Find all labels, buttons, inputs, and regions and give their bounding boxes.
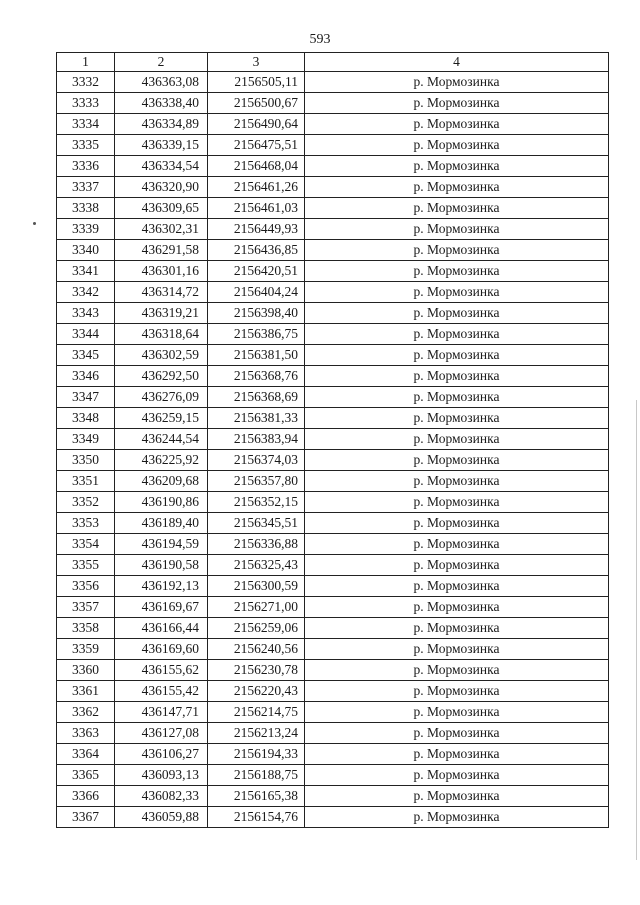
x-coordinate-cell: 436194,59	[115, 534, 208, 555]
description-cell: р. Мормозинка	[305, 240, 609, 261]
table-row	[57, 681, 609, 702]
description-cell: р. Мормозинка	[305, 702, 609, 723]
description-cell: р. Мормозинка	[305, 576, 609, 597]
y-coordinate-cell: 2156398,40	[208, 303, 305, 324]
x-coordinate-cell: 436093,13	[115, 765, 208, 786]
column-header-3: 3	[208, 53, 305, 72]
y-coordinate-cell: 2156194,33	[208, 744, 305, 765]
point-number-cell: 3353	[57, 513, 115, 534]
point-number-cell: 3334	[57, 114, 115, 135]
description-cell: р. Мормозинка	[305, 765, 609, 786]
point-number-cell: 3339	[57, 219, 115, 240]
description-cell: р. Мормозинка	[305, 387, 609, 408]
point-number-cell: 3366	[57, 786, 115, 807]
point-number-cell: 3354	[57, 534, 115, 555]
x-coordinate-cell: 436244,54	[115, 429, 208, 450]
table-row	[57, 471, 609, 492]
x-coordinate-cell: 436309,65	[115, 198, 208, 219]
point-number-cell: 3355	[57, 555, 115, 576]
description-cell: р. Мормозинка	[305, 681, 609, 702]
y-coordinate-cell: 2156154,76	[208, 807, 305, 828]
x-coordinate-cell: 436082,33	[115, 786, 208, 807]
table-row	[57, 240, 609, 261]
table-row	[57, 345, 609, 366]
y-coordinate-cell: 2156188,75	[208, 765, 305, 786]
description-cell: р. Мормозинка	[305, 219, 609, 240]
table-row	[57, 534, 609, 555]
description-cell: р. Мормозинка	[305, 366, 609, 387]
description-cell: р. Мормозинка	[305, 156, 609, 177]
y-coordinate-cell: 2156230,78	[208, 660, 305, 681]
point-number-cell: 3343	[57, 303, 115, 324]
scan-speck	[33, 222, 36, 225]
y-coordinate-cell: 2156420,51	[208, 261, 305, 282]
x-coordinate-cell: 436292,50	[115, 366, 208, 387]
table-row	[57, 765, 609, 786]
table-row	[57, 492, 609, 513]
header-row	[57, 53, 609, 72]
description-cell: р. Мормозинка	[305, 786, 609, 807]
y-coordinate-cell: 2156381,50	[208, 345, 305, 366]
point-number-cell: 3352	[57, 492, 115, 513]
description-cell: р. Мормозинка	[305, 534, 609, 555]
table-row	[57, 786, 609, 807]
description-cell: р. Мормозинка	[305, 618, 609, 639]
x-coordinate-cell: 436276,09	[115, 387, 208, 408]
table-row	[57, 219, 609, 240]
description-cell: р. Мормозинка	[305, 324, 609, 345]
point-number-cell: 3344	[57, 324, 115, 345]
x-coordinate-cell: 436339,15	[115, 135, 208, 156]
point-number-cell: 3357	[57, 597, 115, 618]
y-coordinate-cell: 2156325,43	[208, 555, 305, 576]
point-number-cell: 3365	[57, 765, 115, 786]
table-row	[57, 324, 609, 345]
description-cell: р. Мормозинка	[305, 555, 609, 576]
description-cell: р. Мормозинка	[305, 807, 609, 828]
x-coordinate-cell: 436320,90	[115, 177, 208, 198]
y-coordinate-cell: 2156490,64	[208, 114, 305, 135]
y-coordinate-cell: 2156259,06	[208, 618, 305, 639]
y-coordinate-cell: 2156240,56	[208, 639, 305, 660]
table-row	[57, 723, 609, 744]
table-row	[57, 387, 609, 408]
table-body	[57, 72, 609, 828]
description-cell: р. Мормозинка	[305, 429, 609, 450]
x-coordinate-cell: 436363,08	[115, 72, 208, 93]
y-coordinate-cell: 2156165,38	[208, 786, 305, 807]
y-coordinate-cell: 2156500,67	[208, 93, 305, 114]
x-coordinate-cell: 436334,89	[115, 114, 208, 135]
point-number-cell: 3359	[57, 639, 115, 660]
x-coordinate-cell: 436338,40	[115, 93, 208, 114]
table-row	[57, 660, 609, 681]
y-coordinate-cell: 2156220,43	[208, 681, 305, 702]
description-cell: р. Мормозинка	[305, 492, 609, 513]
x-coordinate-cell: 436147,71	[115, 702, 208, 723]
x-coordinate-cell: 436314,72	[115, 282, 208, 303]
x-coordinate-cell: 436106,27	[115, 744, 208, 765]
table-row	[57, 366, 609, 387]
x-coordinate-cell: 436155,62	[115, 660, 208, 681]
y-coordinate-cell: 2156505,11	[208, 72, 305, 93]
scan-edge-shadow	[636, 400, 637, 860]
x-coordinate-cell: 436319,21	[115, 303, 208, 324]
y-coordinate-cell: 2156475,51	[208, 135, 305, 156]
table-row	[57, 513, 609, 534]
x-coordinate-cell: 436155,42	[115, 681, 208, 702]
x-coordinate-cell: 436318,64	[115, 324, 208, 345]
point-number-cell: 3349	[57, 429, 115, 450]
table-row	[57, 744, 609, 765]
y-coordinate-cell: 2156404,24	[208, 282, 305, 303]
point-number-cell: 3335	[57, 135, 115, 156]
y-coordinate-cell: 2156336,88	[208, 534, 305, 555]
description-cell: р. Мормозинка	[305, 345, 609, 366]
table-row	[57, 177, 609, 198]
x-coordinate-cell: 436302,31	[115, 219, 208, 240]
table-row	[57, 597, 609, 618]
y-coordinate-cell: 2156436,85	[208, 240, 305, 261]
y-coordinate-cell: 2156357,80	[208, 471, 305, 492]
coordinates-table	[56, 52, 609, 828]
table-row	[57, 555, 609, 576]
x-coordinate-cell: 436169,60	[115, 639, 208, 660]
table-row	[57, 93, 609, 114]
y-coordinate-cell: 2156345,51	[208, 513, 305, 534]
point-number-cell: 3340	[57, 240, 115, 261]
description-cell: р. Мормозинка	[305, 303, 609, 324]
description-cell: р. Мормозинка	[305, 639, 609, 660]
table-row	[57, 450, 609, 471]
table-row	[57, 261, 609, 282]
point-number-cell: 3360	[57, 660, 115, 681]
description-cell: р. Мормозинка	[305, 177, 609, 198]
table-row	[57, 198, 609, 219]
y-coordinate-cell: 2156368,76	[208, 366, 305, 387]
page-number: 593	[309, 32, 331, 47]
x-coordinate-cell: 436169,67	[115, 597, 208, 618]
table-row	[57, 114, 609, 135]
x-coordinate-cell: 436192,13	[115, 576, 208, 597]
table-row	[57, 576, 609, 597]
description-cell: р. Мормозинка	[305, 723, 609, 744]
description-cell: р. Мормозинка	[305, 597, 609, 618]
x-coordinate-cell: 436209,68	[115, 471, 208, 492]
x-coordinate-cell: 436189,40	[115, 513, 208, 534]
point-number-cell: 3337	[57, 177, 115, 198]
y-coordinate-cell: 2156368,69	[208, 387, 305, 408]
description-cell: р. Мормозинка	[305, 72, 609, 93]
y-coordinate-cell: 2156383,94	[208, 429, 305, 450]
point-number-cell: 3333	[57, 93, 115, 114]
description-cell: р. Мормозинка	[305, 513, 609, 534]
y-coordinate-cell: 2156271,00	[208, 597, 305, 618]
table-row	[57, 807, 609, 828]
table-row	[57, 303, 609, 324]
point-number-cell: 3364	[57, 744, 115, 765]
table-row	[57, 408, 609, 429]
description-cell: р. Мормозинка	[305, 93, 609, 114]
y-coordinate-cell: 2156386,75	[208, 324, 305, 345]
point-number-cell: 3338	[57, 198, 115, 219]
table-header	[57, 53, 609, 72]
point-number-cell: 3363	[57, 723, 115, 744]
x-coordinate-cell: 436302,59	[115, 345, 208, 366]
column-header-4: 4	[305, 53, 609, 72]
table-row	[57, 429, 609, 450]
point-number-cell: 3361	[57, 681, 115, 702]
y-coordinate-cell: 2156214,75	[208, 702, 305, 723]
point-number-cell: 3336	[57, 156, 115, 177]
table-row	[57, 156, 609, 177]
x-coordinate-cell: 436334,54	[115, 156, 208, 177]
y-coordinate-cell: 2156352,15	[208, 492, 305, 513]
description-cell: р. Мормозинка	[305, 471, 609, 492]
point-number-cell: 3367	[57, 807, 115, 828]
point-number-cell: 3356	[57, 576, 115, 597]
description-cell: р. Мормозинка	[305, 282, 609, 303]
y-coordinate-cell: 2156213,24	[208, 723, 305, 744]
description-cell: р. Мормозинка	[305, 261, 609, 282]
x-coordinate-cell: 436127,08	[115, 723, 208, 744]
description-cell: р. Мормозинка	[305, 198, 609, 219]
point-number-cell: 3350	[57, 450, 115, 471]
y-coordinate-cell: 2156461,03	[208, 198, 305, 219]
description-cell: р. Мормозинка	[305, 114, 609, 135]
point-number-cell: 3342	[57, 282, 115, 303]
point-number-cell: 3351	[57, 471, 115, 492]
x-coordinate-cell: 436225,92	[115, 450, 208, 471]
column-header-2: 2	[115, 53, 208, 72]
table-row	[57, 72, 609, 93]
x-coordinate-cell: 436166,44	[115, 618, 208, 639]
x-coordinate-cell: 436190,86	[115, 492, 208, 513]
description-cell: р. Мормозинка	[305, 450, 609, 471]
table-row	[57, 639, 609, 660]
point-number-cell: 3358	[57, 618, 115, 639]
x-coordinate-cell: 436301,16	[115, 261, 208, 282]
table-row	[57, 135, 609, 156]
y-coordinate-cell: 2156449,93	[208, 219, 305, 240]
point-number-cell: 3345	[57, 345, 115, 366]
table-row	[57, 282, 609, 303]
y-coordinate-cell: 2156374,03	[208, 450, 305, 471]
point-number-cell: 3341	[57, 261, 115, 282]
point-number-cell: 3348	[57, 408, 115, 429]
x-coordinate-cell: 436291,58	[115, 240, 208, 261]
x-coordinate-cell: 436259,15	[115, 408, 208, 429]
x-coordinate-cell: 436190,58	[115, 555, 208, 576]
table-row	[57, 702, 609, 723]
y-coordinate-cell: 2156381,33	[208, 408, 305, 429]
y-coordinate-cell: 2156300,59	[208, 576, 305, 597]
column-header-1: 1	[57, 53, 115, 72]
point-number-cell: 3347	[57, 387, 115, 408]
description-cell: р. Мормозинка	[305, 660, 609, 681]
point-number-cell: 3332	[57, 72, 115, 93]
description-cell: р. Мормозинка	[305, 744, 609, 765]
point-number-cell: 3346	[57, 366, 115, 387]
description-cell: р. Мормозинка	[305, 408, 609, 429]
table-row	[57, 618, 609, 639]
y-coordinate-cell: 2156461,26	[208, 177, 305, 198]
point-number-cell: 3362	[57, 702, 115, 723]
x-coordinate-cell: 436059,88	[115, 807, 208, 828]
description-cell: р. Мормозинка	[305, 135, 609, 156]
y-coordinate-cell: 2156468,04	[208, 156, 305, 177]
